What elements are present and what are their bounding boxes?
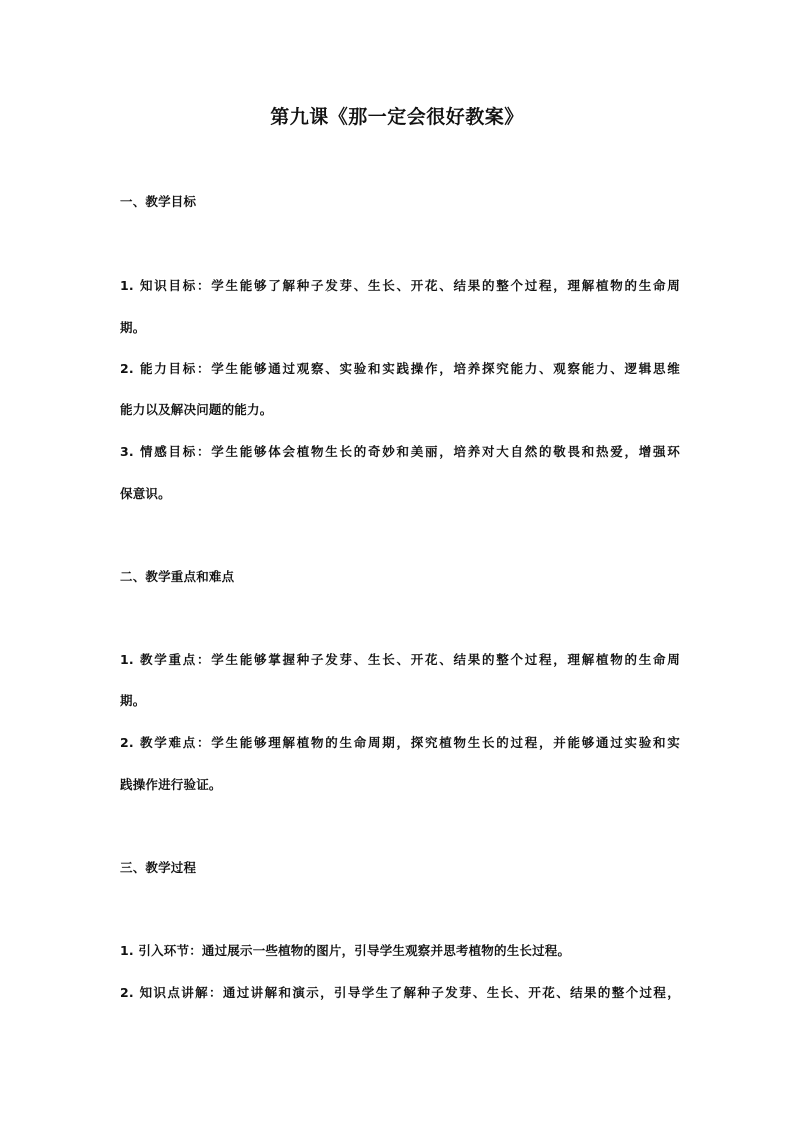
paragraph-line: 期。 (120, 693, 146, 708)
paragraph-line: 保意识。 (120, 486, 171, 501)
paragraph-line: 2. 教学难点：学生能够理解植物的生命周期，探究植物生长的过程，并能够通过实验和实 (120, 735, 680, 750)
paragraph-line: 能力以及解决问题的能力。 (120, 402, 273, 417)
paragraph-line: 2. 能力目标：学生能够通过观察、实验和实践操作，培养探究能力、观察能力、逻辑思维 (120, 361, 680, 376)
paragraph-line: 期。 (120, 320, 146, 335)
paragraph-line: 1. 引入环节：通过展示一些植物的图片，引导学生观察并思考植物的生长过程。 (120, 943, 571, 958)
paragraph-line: 3. 情感目标：学生能够体会植物生长的奇妙和美丽，培养对大自然的敬畏和热爱，增强环 (120, 444, 680, 459)
paragraph-line: 1. 教学重点：学生能够掌握种子发芽、生长、开花、结果的整个过程，理解植物的生命周 (120, 652, 680, 667)
section-heading-objectives: 一、教学目标 (120, 194, 197, 209)
paragraph-line: 践操作进行验证。 (120, 777, 222, 792)
section-heading-process: 三、教学过程 (120, 860, 197, 875)
paragraph-line: 2. 知识点讲解：通过讲解和演示，引导学生了解种子发芽、生长、开花、结果的整个过程， (120, 985, 680, 1000)
document-title: 第九课《那一定会很好教案》 (270, 106, 524, 128)
section-heading-key-points: 二、教学重点和难点 (120, 569, 235, 584)
paragraph-line: 1. 知识目标：学生能够了解种子发芽、生长、开花、结果的整个过程，理解植物的生命周 (120, 278, 680, 293)
